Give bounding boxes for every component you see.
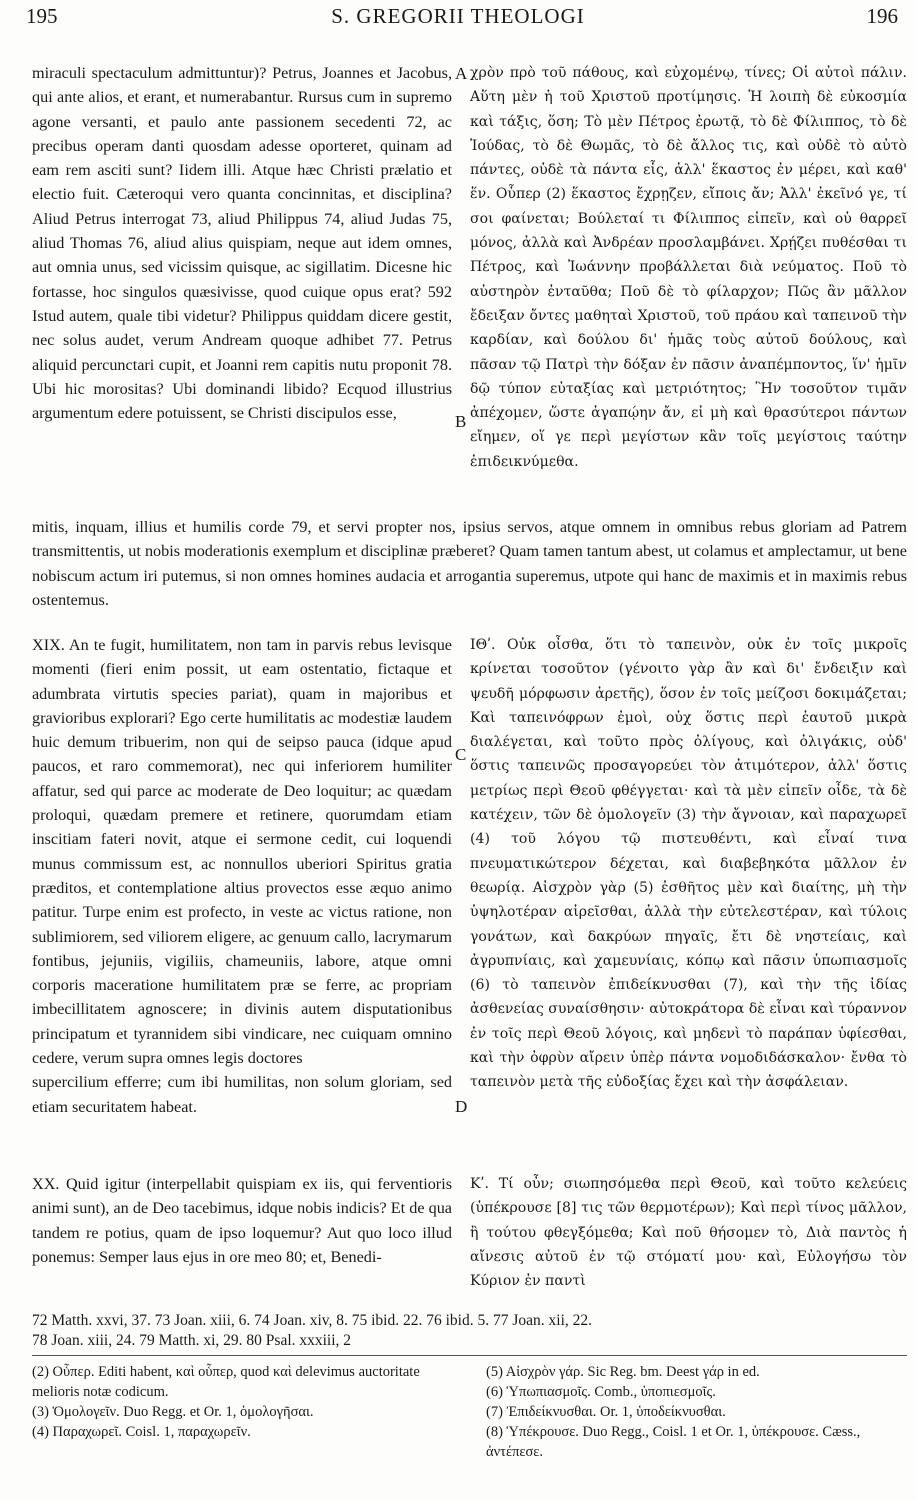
margin-letter-a: A [455, 64, 468, 83]
greek-column-mid [470, 633, 907, 1095]
page-number-left: 195 [26, 4, 58, 28]
margin-letter-c: C [455, 745, 467, 764]
latin-paragraph-xix-tail: supercilium efferre; cum ibi humilitas, non solum gloriam, sed etiam securitatem habeat. [32, 1073, 452, 1116]
footnote: (6) Ὑπωπιασμοῖς. Comb., ὑποπιεσμοῖς. [486, 1384, 716, 1400]
footnote: (7) Ἐπιδείκνυσθαι. Or. 1, ὑποδείκνυσθαι. [486, 1404, 726, 1420]
greek-paragraph-xix: ΙΘʹ. Οὐκ οἶσθα, ὅτι τὸ ταπεινὸν, οὐκ ἐν τοῖς μικροῖς κρίνεται τοσοῦτον (γένοιτο γὰρ ἂν καὶ δι' ἔνδειξιν καὶ ψευδῆ μόρφωσιν ἀρετῆς), ὅσον ἐν τοῖς μείζοσι δοκιμάζεται; Καὶ ταπεινόφρων ἐμοὶ, οὐχ ὅστις περὶ ἑαυτοῦ μικρὰ διαλέγεται, καὶ τοῦτο πρὸς ὀλίγους, καὶ ὀλιγάκις, οὐδ' ὅστις ταπεινῶς προσαγορεύει τὸν ἀτιμότερον, ἀλλ' ὅστις μετρίως περὶ Θεοῦ φθέγγεται· καὶ τὰ μὲν εἰπεῖν οἶδε, τὰ δὲ κατέχειν, τῶν δὲ ὁμολογεῖν (3) τὴν ἄγνοιαν, καὶ παραχωρεῖ (4) τοῦ λόγου τῷ πιστευθέντι, καὶ εἶναί τινα πνευματικώτερον δέχεται, καὶ διαβεβηκότα μᾶλλον ἐν θεωρίᾳ. Αἰσχρὸν γὰρ (5) ἐσθῆτος μὲν καὶ διαίτης, μὴ τὴν ὑψηλοτέραν αἱρεῖσθαι, ἀλλὰ τὴν εὐτελεστέραν, καὶ τύλοις γονάτων, καὶ δακρύων πηγαῖς, ἔτι δὲ νηστείαις, καὶ ἀγρυπνίαις, καὶ χαμευνίαις, κόπῳ καὶ πᾶσιν ὑπωπιασμοῖς (6) τὸ ταπεινὸν ἐπιδείκνυσθαι (7), καὶ τὴν τῆς ἰδίας ἀσθενείας συναίσθησιν· αὐτοκράτορα δὲ εἶναι καὶ τύραννον ἐν τοῖς περὶ Θεοῦ λόγοις, καὶ μηδενὶ τὸ παράπαν ὑφίεσθαι, καὶ τὴν ὀφρὺν αἴρειν ὑπὲρ πάντα νομοδιδάσκαλον· ἔνθα τὸ ταπεινὸν μετὰ τῆς εὐδοξίας ἔχει καὶ τὴν ἀσφάλειαν. [470, 637, 907, 1091]
footnotes-left [32, 1362, 462, 1442]
scripture-references [32, 1311, 907, 1351]
latin-column-bottom [32, 1172, 452, 1269]
footnote: (4) Παραχωρεῖ. Coisl. 1, παραχωρεῖν. [32, 1424, 251, 1440]
margin-letter-d: D [455, 1097, 468, 1116]
footnote: (8) Ὑπέκρουσε. Duo Regg., Coisl. 1 et Or. 1, ὑπέκρουσε. Cæss., ἀντέπεσε. [486, 1424, 861, 1460]
greek-column-top [470, 61, 907, 474]
footnote: (2) Οὗπερ. Editi habent, καὶ οὗπερ, quod καὶ delevimus auctoritate melioris notæ codicum. [32, 1364, 420, 1400]
latin-paragraph-xix: XIX. An te fugit, humilitatem, non tam in parvis rebus levisque momenti (fieri enim possit, ut eam ostentatio, fictaque et adumbrata virtutis species pariat), quam in majoribus et gravioribus explorari? Ego certe humilitatis ac modestiæ laudem huic demum tribuerim, non qui de seipso pauca (idque apud paucos, et raro commemorat), nec qui inferiorem humiliter affatur, sed qui parce ac moderate de Deo loquitur; ac quædam proloqui, quædam premere et retinere, quorumdam etiam inscitiam fateri novit, atque ei sermone cedit, cui loquendi munus commissum est, ac nonnullos uberiori Spiritus gratia præditos, et contemplatione altius provectos esse æquo animo patitur. Turpe enim est profecto, in veste ac victus ratione, non sublimiorem, sed viliorem eligere, ac genuum callo, lacrymarum fontibus, jejuniis, vigiliis, chameuniis, labore, atque omni corporis maceratione humilitatem præ se ferre, ac propriam imbecillitatem agnoscere; in divinis autem disputationibus principatum et tyrannidem sibi vindicare, nec cuiquam omnino cedere, verum supra omnes legis doctores [32, 636, 452, 1068]
page-number-right: 196 [866, 4, 898, 28]
latin-paragraph-xx: XX. Quid igitur (interpellabit quispiam ex iis, qui ferventioris animi sunt), an de Deo tacebimus, idque nobis indicis? Et de qua tandem re potius, quam de ipso loquemur? Aut quo loco illud ponemus: Semper laus ejus in ore meo 80; et, Benedi- [32, 1175, 452, 1266]
reference-line: 72 Matth. xxvi, 37. 73 Joan. xiii, 6. 74 Joan. xiv, 8. 75 ibid. 22. 76 ibid. 5. 77 Joan. xii, 22. [32, 1312, 592, 1329]
greek-column-bottom [470, 1172, 907, 1293]
latin-column-mid [32, 633, 452, 1119]
latin-paragraph-full: mitis, inquam, illius et humilis corde 79, et servi propter nos, ipsius servos, atque omnem in omnibus rebus gloriam ad Patrem transmittentis, ut nobis moderationis exemplum et disciplinæ præberet? Quam tamen tantum abest, ut colamus et amplectamur, ut bene nobiscum actum iri putemus, si non omnes homines audacia et arrogantia superemus, utpote qui hanc de maximis et in maximis rebus ostentemus. [32, 518, 907, 609]
latin-fullwidth-block [32, 515, 907, 612]
running-title: S. GREGORII THEOLOGI [331, 4, 585, 28]
footnotes-right [486, 1362, 907, 1462]
greek-paragraph-xx: Κʹ. Τί οὖν; σιωπησόμεθα περὶ Θεοῦ, καὶ τοῦτο κελεύεις (ὑπέκρουσε [8] τις τῶν θερμοτέρων); Καὶ περὶ τίνος μᾶλλον, ἢ τούτου φθεγξόμεθα; Καὶ ποῦ θήσομεν τὸ, Διὰ παντὸς ἡ αἴνεσις αὐτοῦ ἐν τῷ στόματί μου· καὶ, Εὐλογήσω τὸν Κύριον ἐν παντὶ [470, 1176, 907, 1290]
footnote: (3) Ὁμολογεῖν. Duo Regg. et Or. 1, ὁμολογῆσαι. [32, 1404, 314, 1420]
greek-paragraph-top: χρὸν πρὸ τοῦ πάθους, καὶ εὐχομένῳ, τίνες; Οἱ αὐτοὶ πάλιν. Αὕτη μὲν ἡ τοῦ Χριστοῦ προτίμησις. Ἡ λοιπὴ δὲ εὐκοσμία καὶ τάξις, ὅση; Τὸ μὲν Πέτρος ἐρωτᾷ, τὸ δὲ Φίλιππος, τὸ δὲ Ἰούδας, τὸ δὲ Θωμᾶς, τὸ δὲ ἄλλος τις, καὶ οὐδὲ τὸ αὐτὸ πάντες, οὐδὲ τὰ πάντα εἷς, ἀλλ' ἕκαστος ἐν μέρει, καὶ καθ' ἕν. Οὗπερ (2) ἕκαστος ἔχρῃζεν, εἴποις ἄν; Ἀλλ' ἐκεῖνό γε, τί σοι φαίνεται; Βούλεταί τι Φίλιππος εἰπεῖν, καὶ οὐ θαρρεῖ μόνος, ἀλλὰ καὶ Ἀνδρέαν προσλαμβάνει. Χρῄζει πυθέσθαι τι Πέτρος, καὶ Ἰωάννην προβάλλεται διὰ νεύματος. Ποῦ τὸ αὐστηρὸν ἐνταῦθα; Ποῦ δὲ τὸ φίλαρχον; Πῶς ἂν μᾶλλον ἔδειξαν ὄντες μαθηταὶ Χριστοῦ, τοῦ πράου καὶ ταπεινοῦ τὴν καρδίαν, καὶ δούλου δι' ἡμᾶς τοὺς αὐτοῦ δούλους, καὶ πᾶσαν τῷ Πατρὶ τὴν δόξαν ἐν πᾶσιν ἀναπέμποντος, ἵν' ἡμῖν δῷ τύπον εὐταξίας καὶ μετριότητος; Ἣν τοσοῦτον τιμᾶν ἀπέχομεν, ὥστε ἀγαπῴην ἄν, εἰ μὴ καὶ θρασύτεροι πάντων εἴημεν, οἵ γε περὶ μεγίστων κἂν τοῖς μεγίστοις ταύτην ἐπιδεικνύμεθα. [470, 65, 907, 470]
footnote: (5) Αἰσχρὸν γάρ. Sic Reg. bm. Deest γάρ in ed. [486, 1364, 760, 1380]
latin-column-top [32, 61, 452, 425]
latin-paragraph-top: miraculi spectaculum admittuntur)? Petrus, Joannes et Jacobus, qui ante alios, et erant, et numerabantur. Rursus cum in supremo agone versanti, et paulo ante passionem secedenti 72, ac precibus operam danti quosdam adesse oporteret, quinam ad eam rem asciti sunt? Iidem illi. Atque hæc Christi prælatio et electio fuit. Cæteroqui vero quanta concinnitas, et disciplina? Aliud Petrus interrogat 73, aliud Philippus 74, aliud Judas 75, aliud Thomas 76, aliud alius quispiam, neque aut idem omnes, aut omnia unus, sed vicissim quisque, ac sigillatim. Dicesne hic fortasse, hoc singulos quæsivisse, quod cuique opus erat? 592 Istud autem, quale tibi videtur? Philippus quiddam dicere gestit, nec solus audet, verum Andream quoque adhibet 77. Petrus aliquid percunctari cupit, et Joanni rem capitis nutu proponit 78. Ubi hic morositas? Ubi dominandi libido? Ecquod illustrius argumentum edere potuissent, se Christi discipulos esse, [32, 64, 452, 423]
margin-letter-b: B [455, 412, 467, 431]
footnote-divider [32, 1355, 907, 1356]
page-header [0, 4, 916, 34]
reference-line: 78 Joan. xiii, 24. 79 Matth. xi, 29. 80 Psal. xxxiii, 2 [32, 1332, 352, 1349]
